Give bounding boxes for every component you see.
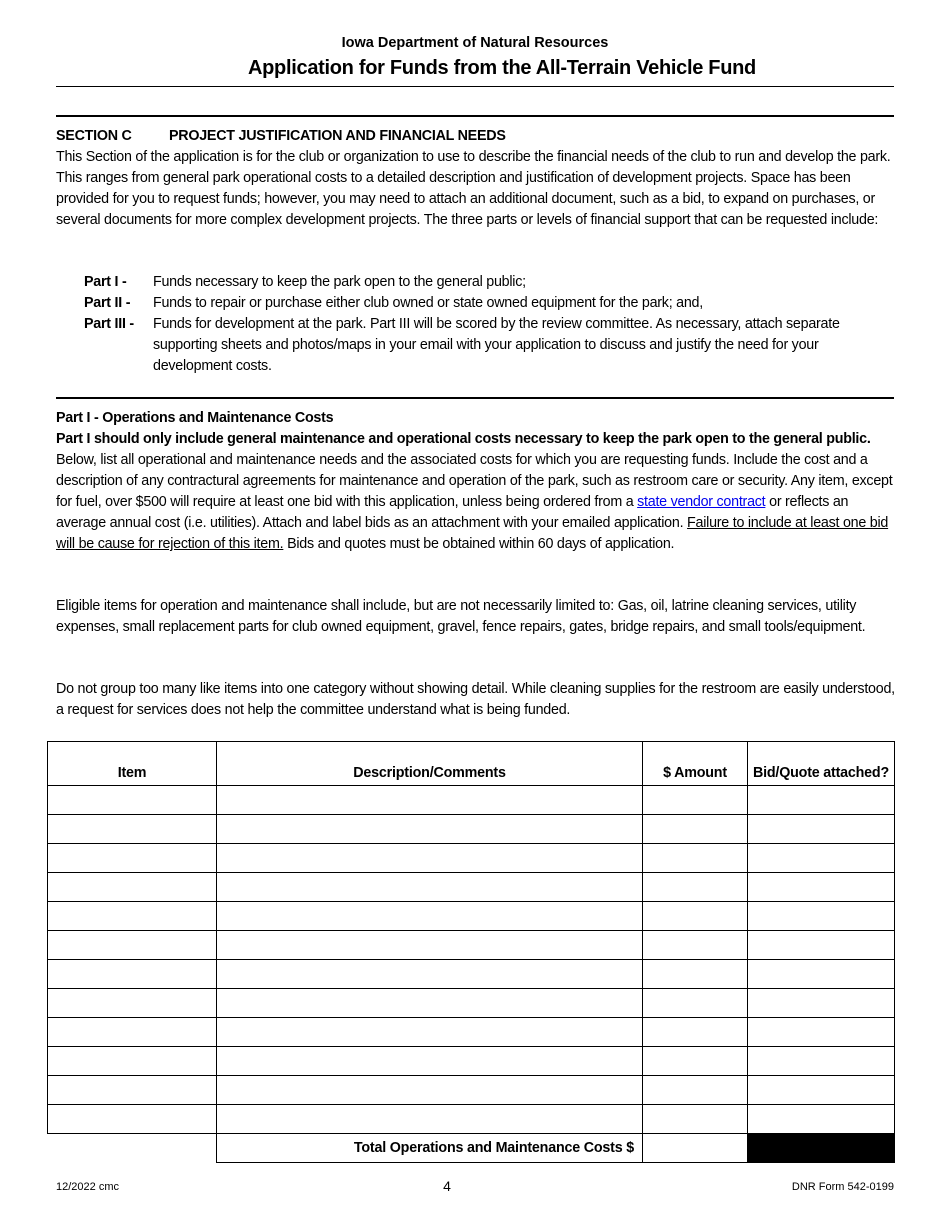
item-cell[interactable] [48,1047,217,1076]
col-amount: $ Amount [643,742,748,786]
total-amount-cell[interactable] [643,1134,748,1163]
part-text: Funds to repair or purchase either club owned or state owned equipment for the park; and, [153,295,703,311]
table-row [48,1105,895,1134]
bid-attached-cell[interactable] [748,989,895,1018]
table-row [48,786,895,815]
description-cell[interactable] [217,931,643,960]
item-cell[interactable] [48,960,217,989]
total-label: Total Operations and Maintenance Costs $ [217,1134,643,1163]
amount-cell[interactable] [643,931,748,960]
description-cell[interactable] [217,1076,643,1105]
amount-cell[interactable] [643,989,748,1018]
divider [56,397,894,399]
col-bid-attached: Bid/Quote attached? [748,742,895,786]
col-item: Item [48,742,217,786]
description-cell[interactable] [217,1018,643,1047]
form-number: DNR Form 542-0199 [791,1181,894,1193]
table-row [48,1047,895,1076]
item-cell[interactable] [48,844,217,873]
item-cell[interactable] [48,815,217,844]
amount-cell[interactable] [643,1018,748,1047]
item-cell[interactable] [48,786,217,815]
item-cell[interactable] [48,989,217,1018]
table-row [48,873,895,902]
table-row [48,1018,895,1047]
part-text: Funds necessary to keep the park open to the general public; [153,274,526,290]
bid-attached-cell[interactable] [748,1105,895,1134]
description-cell[interactable] [217,902,643,931]
part1-heading: Part I - Operations and Maintenance Costs [56,410,334,426]
spacer [48,1134,217,1163]
description-cell[interactable] [217,786,643,815]
item-cell[interactable] [48,1018,217,1047]
table-row [48,960,895,989]
bid-attached-cell[interactable] [748,960,895,989]
part-label: Part III - [84,316,134,332]
item-cell[interactable] [48,873,217,902]
part1-instructions [56,429,896,555]
amount-cell[interactable] [643,902,748,931]
section-intro: This Section of the application is for the club or organization to use to describe the financial needs of the club to run and develop the park. This ranges from general park operational costs to a detailed description and justification of development projects. Space has been provided for you to request funds; however, you may need to attach an additional document, such as a bid, to expand on purchases, or several documents for more complex development projects. The three parts or levels of financial support that can be requested include: [56,149,891,228]
footer-date: 12/2022 cmc [56,1181,119,1193]
parts-list [84,272,896,377]
amount-cell[interactable] [643,1105,748,1134]
blocked-cell [748,1134,895,1163]
text: Below, list all operational and maintenance needs and the associated costs for which you are requesting funds. Include the cost and a description of any contractural agreements for maintenance and operation of the park, such as restroom care or security. Any item, except for fuel, over $500 will require at least one bid with this application, unless being ordered from a [56,452,893,510]
part-text: Funds for development at the park. Part III will be scored by the review committee. As necessary, attach separate supporting sheets and photos/maps in your email with your application to discuss and justify the need for your development costs. [153,316,840,374]
part-item [84,314,896,377]
bid-attached-cell[interactable] [748,1047,895,1076]
part-label: Part I - [84,274,127,290]
bid-attached-cell[interactable] [748,844,895,873]
part-item [84,272,896,293]
form-title: Application for Funds from the All-Terrain Vehicle Fund [248,57,756,79]
amount-cell[interactable] [643,844,748,873]
text: or reflects an average annual cost (i.e. utilities). Attach and label bids as an attachment with your emailed application. [56,494,849,531]
amount-cell[interactable] [643,1047,748,1076]
item-cell[interactable] [48,931,217,960]
amount-cell[interactable] [643,1076,748,1105]
bid-attached-cell[interactable] [748,786,895,815]
table-row [48,989,895,1018]
description-cell[interactable] [217,873,643,902]
part-label: Part II - [84,295,131,311]
bold-lead: Part I should only include general maintenance and operational costs necessary to keep the park open to the general public. [56,431,871,447]
description-cell[interactable] [217,1105,643,1134]
amount-cell[interactable] [643,873,748,902]
bid-attached-cell[interactable] [748,1076,895,1105]
section-label: SECTION C [56,128,132,144]
bid-attached-cell[interactable] [748,815,895,844]
costs-table [47,741,895,1163]
item-cell[interactable] [48,1076,217,1105]
rejection-warning: Failure to include at least one bid will be cause for rejection of this item. [56,515,889,552]
bid-attached-cell[interactable] [748,902,895,931]
description-cell[interactable] [217,1047,643,1076]
amount-cell[interactable] [643,960,748,989]
col-description: Description/Comments [217,742,643,786]
table-row [48,902,895,931]
table-row [48,815,895,844]
bid-attached-cell[interactable] [748,873,895,902]
bid-attached-cell[interactable] [748,1018,895,1047]
description-cell[interactable] [217,989,643,1018]
amount-cell[interactable] [643,786,748,815]
description-cell[interactable] [217,815,643,844]
divider [56,86,894,87]
table-row [48,844,895,873]
bid-attached-cell[interactable] [748,931,895,960]
section-heading [56,126,896,147]
table-row [48,1076,895,1105]
page-number: 4 [443,1178,451,1194]
item-cell[interactable] [48,902,217,931]
agency-name: Iowa Department of Natural Resources [341,35,609,51]
grouping-note: Do not group too many like items into one category without showing detail. While cleaning supplies for the restroom are easily understood, a request for services does not help the committee understand what is being funded. [56,681,895,718]
text: Bids and quotes must be obtained within 60 days of application. [283,536,675,552]
amount-cell[interactable] [643,815,748,844]
divider [56,115,894,117]
table-row [48,931,895,960]
description-cell[interactable] [217,844,643,873]
part-item [84,293,896,314]
state-vendor-contract-link[interactable]: state vendor contract [637,494,766,510]
section-title: PROJECT JUSTIFICATION AND FINANCIAL NEEDS [169,128,506,144]
eligible-items: Eligible items for operation and maintenance shall include, but are not necessarily limited to: Gas, oil, latrine cleaning services, utility expenses, small replacement parts for club owned equipment, gravel, fence repairs, gates, bridge repairs, and small tools/equipment. [56,598,866,635]
description-cell[interactable] [217,960,643,989]
item-cell[interactable] [48,1105,217,1134]
